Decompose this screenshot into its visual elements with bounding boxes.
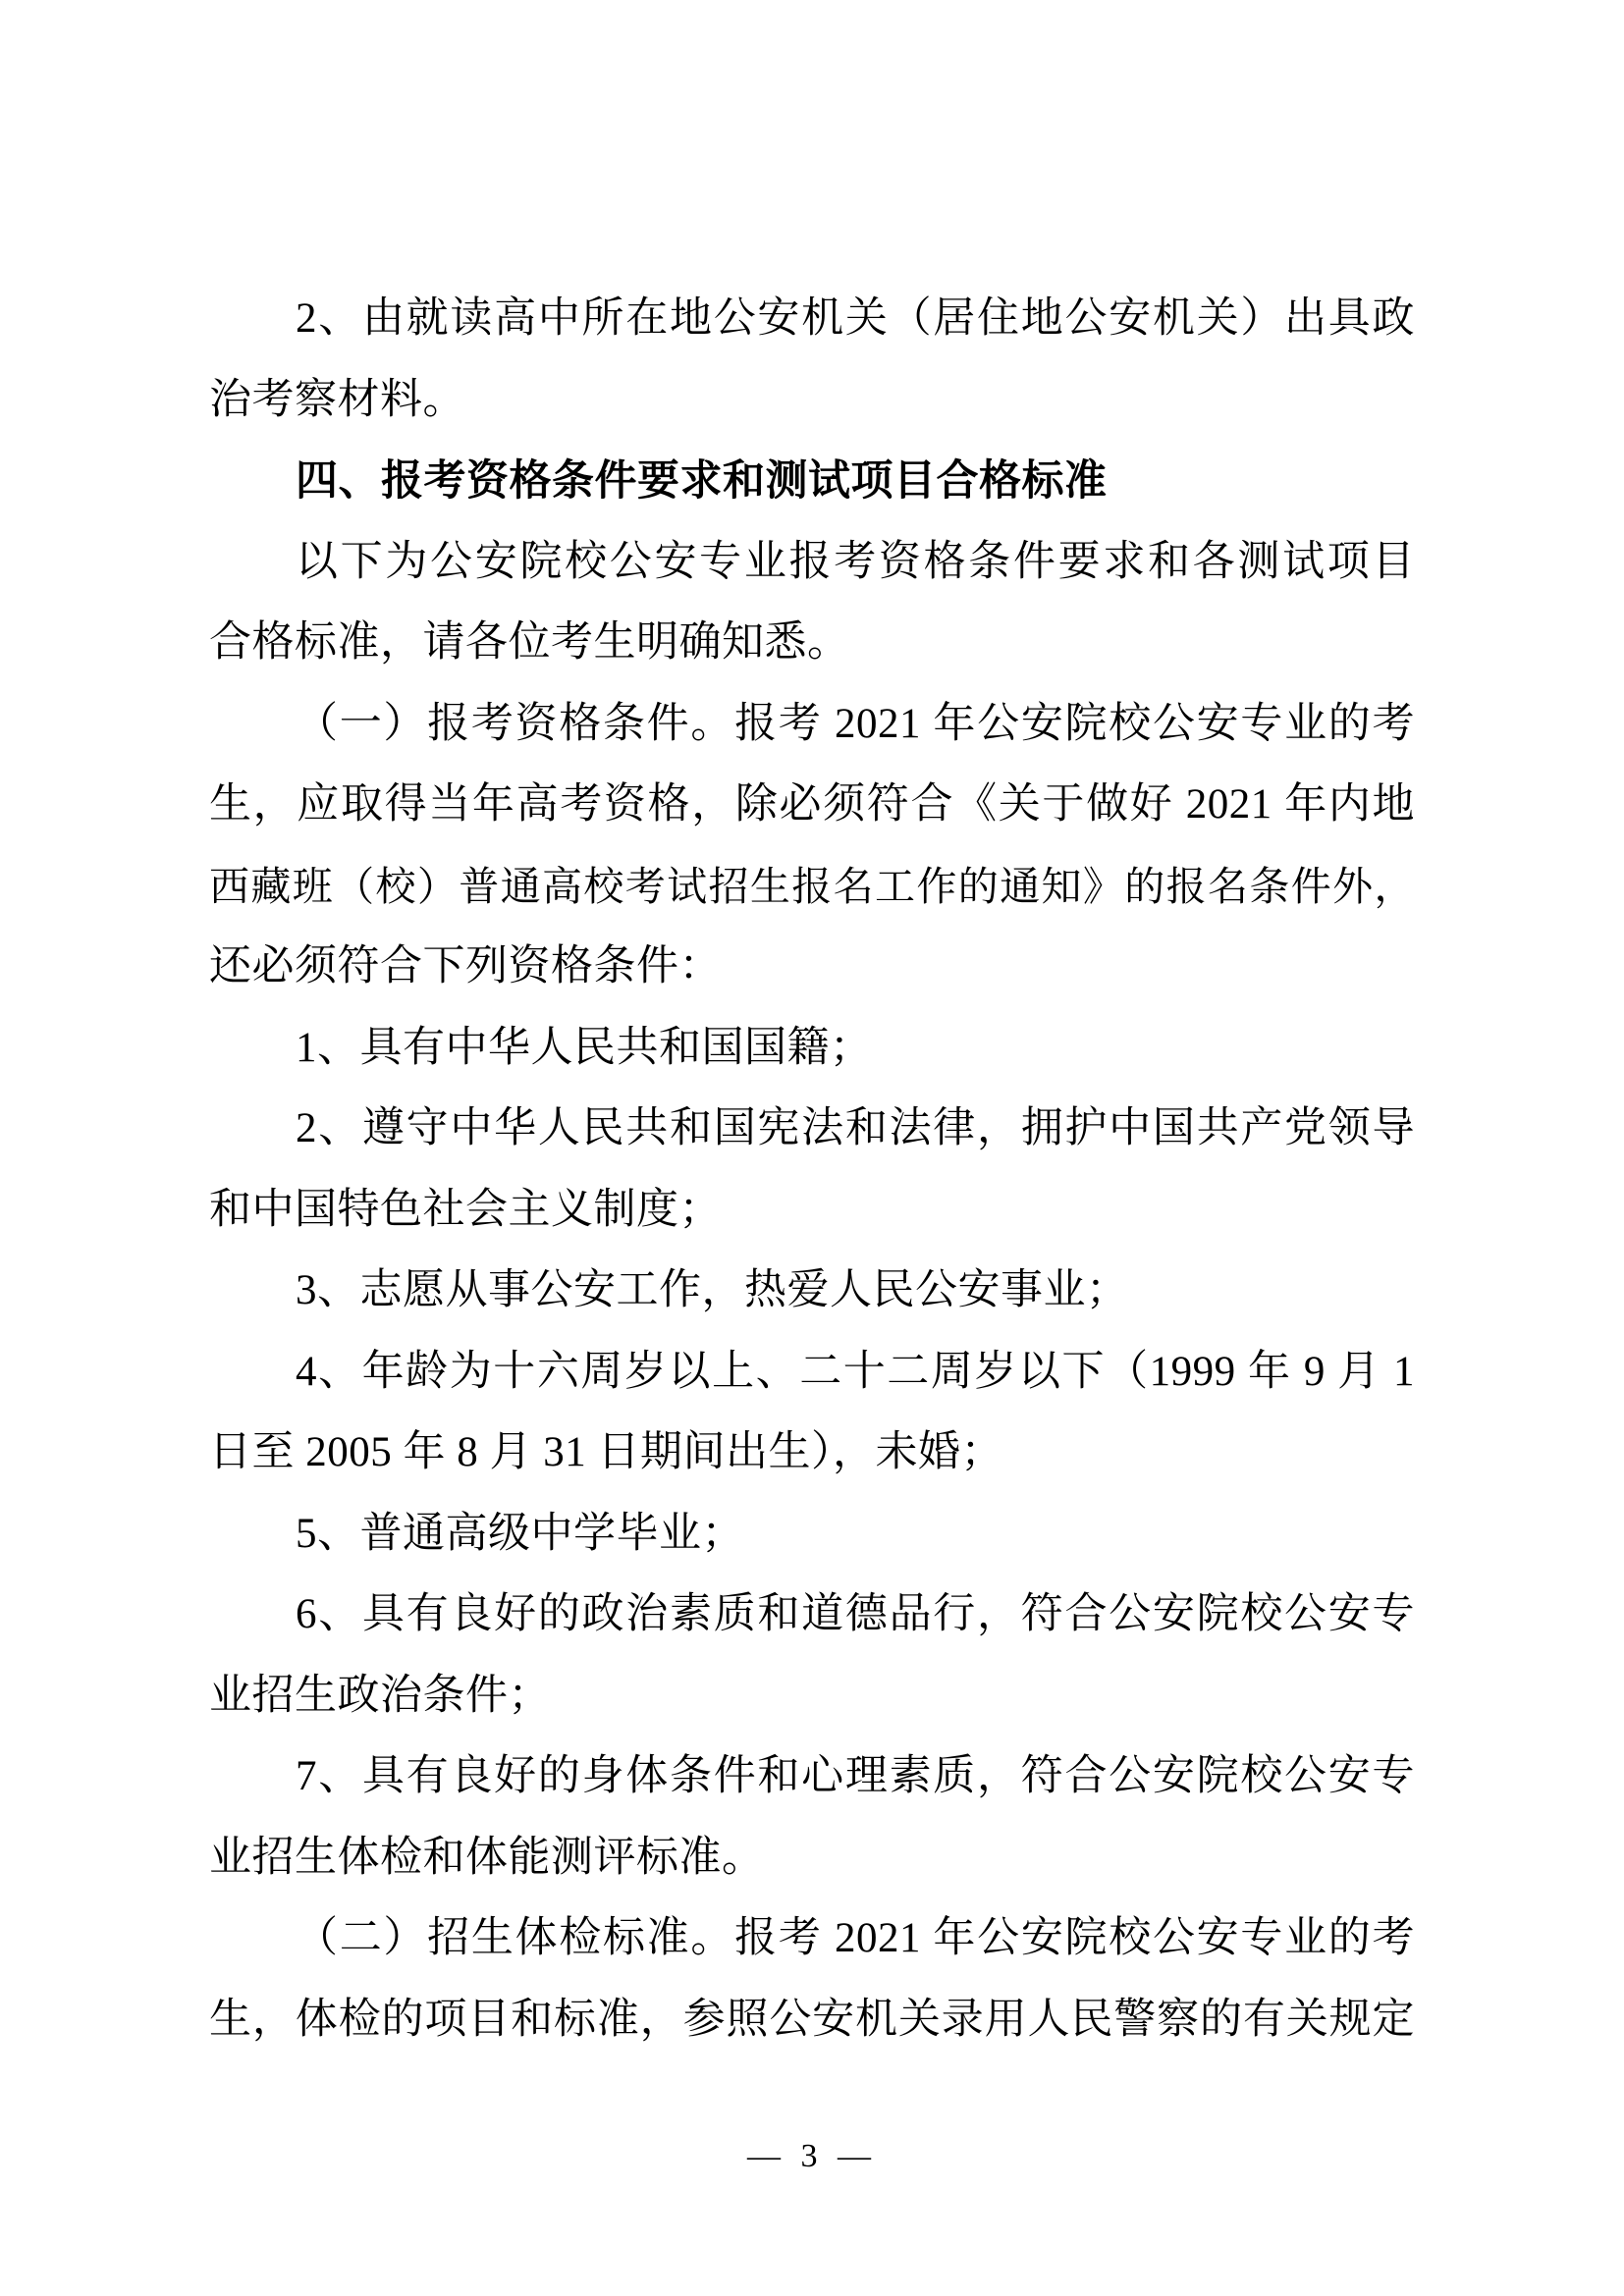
text-line: （二）招生体检标准。报考 2021 年公安院校公安专业的考 [296, 1915, 1415, 1961]
item-4-age-requirement [209, 1332, 1415, 1494]
text-line: 业招生体检和体能测评标准。 [209, 1834, 765, 1881]
text-line: 治考察材料。 [209, 376, 465, 423]
text-line: （一）报考资格条件。报考 2021 年公安院校公安专业的考 [296, 700, 1415, 747]
document-body [209, 279, 1415, 2060]
item-1-nationality [209, 1008, 1415, 1090]
paragraph-political-review-materials [209, 279, 1415, 441]
section-heading: 四、报考资格条件要求和测试项目合格标准 [296, 457, 1108, 505]
item-3-volunteer [209, 1251, 1415, 1332]
paragraph-medical-exam-standard [209, 1898, 1415, 2060]
text-line: 7、具有良好的身体条件和心理素质，符合公安院校公安专 [296, 1753, 1415, 1799]
text-line: 还必须符合下列资格条件： [209, 943, 722, 989]
text-line: 西藏班（校）普通高校考试招生报名工作的通知》的报名条件外， [209, 863, 1415, 909]
text-line: 2、遵守中华人民共和国宪法和法律，拥护中国共产党领导 [296, 1105, 1415, 1151]
text-line: 6、具有良好的政治素质和道德品行，符合公安院校公安专 [296, 1591, 1415, 1637]
page-footer [0, 2130, 1624, 2183]
section-4-heading [209, 441, 1415, 522]
text-line: 日至 2005 年 8 月 31 日期间出生），未婚； [209, 1429, 1003, 1475]
item-7-physical-mental [209, 1736, 1415, 1898]
text-line: 4、年龄为十六周岁以上、二十二周岁以下（1999 年 9 月 1 [296, 1348, 1415, 1395]
paragraph-eligibility-conditions [209, 684, 1415, 1008]
text-line: 生，应取得当年高考资格，除必须符合《关于做好 2021 年内地 [209, 781, 1415, 828]
text-line: 2、由就读高中所在地公安机关（居住地公安机关）出具政 [296, 295, 1415, 342]
text-line: 生，体检的项目和标准，参照公安机关录用人民警察的有关规定 [209, 1996, 1415, 2043]
page-number: — 3 — [747, 2138, 877, 2174]
item-6-political-quality [209, 1575, 1415, 1736]
text-line: 以下为公安院校公安专业报考资格条件要求和各测试项目 [296, 538, 1415, 585]
item-2-constitution-law [209, 1089, 1415, 1251]
text-line: 合格标准，请各位考生明确知悉。 [209, 619, 850, 666]
paragraph-intro [209, 522, 1415, 684]
item-5-education [209, 1494, 1415, 1575]
text-line: 和中国特色社会主义制度； [209, 1186, 722, 1233]
text-line: 1、具有中华人民共和国国籍； [296, 1024, 873, 1071]
text-line: 业招生政治条件； [209, 1672, 551, 1719]
text-line: 3、志愿从事公安工作，热爱人民公安事业； [296, 1267, 1129, 1313]
text-line: 5、普通高级中学毕业； [296, 1510, 744, 1557]
